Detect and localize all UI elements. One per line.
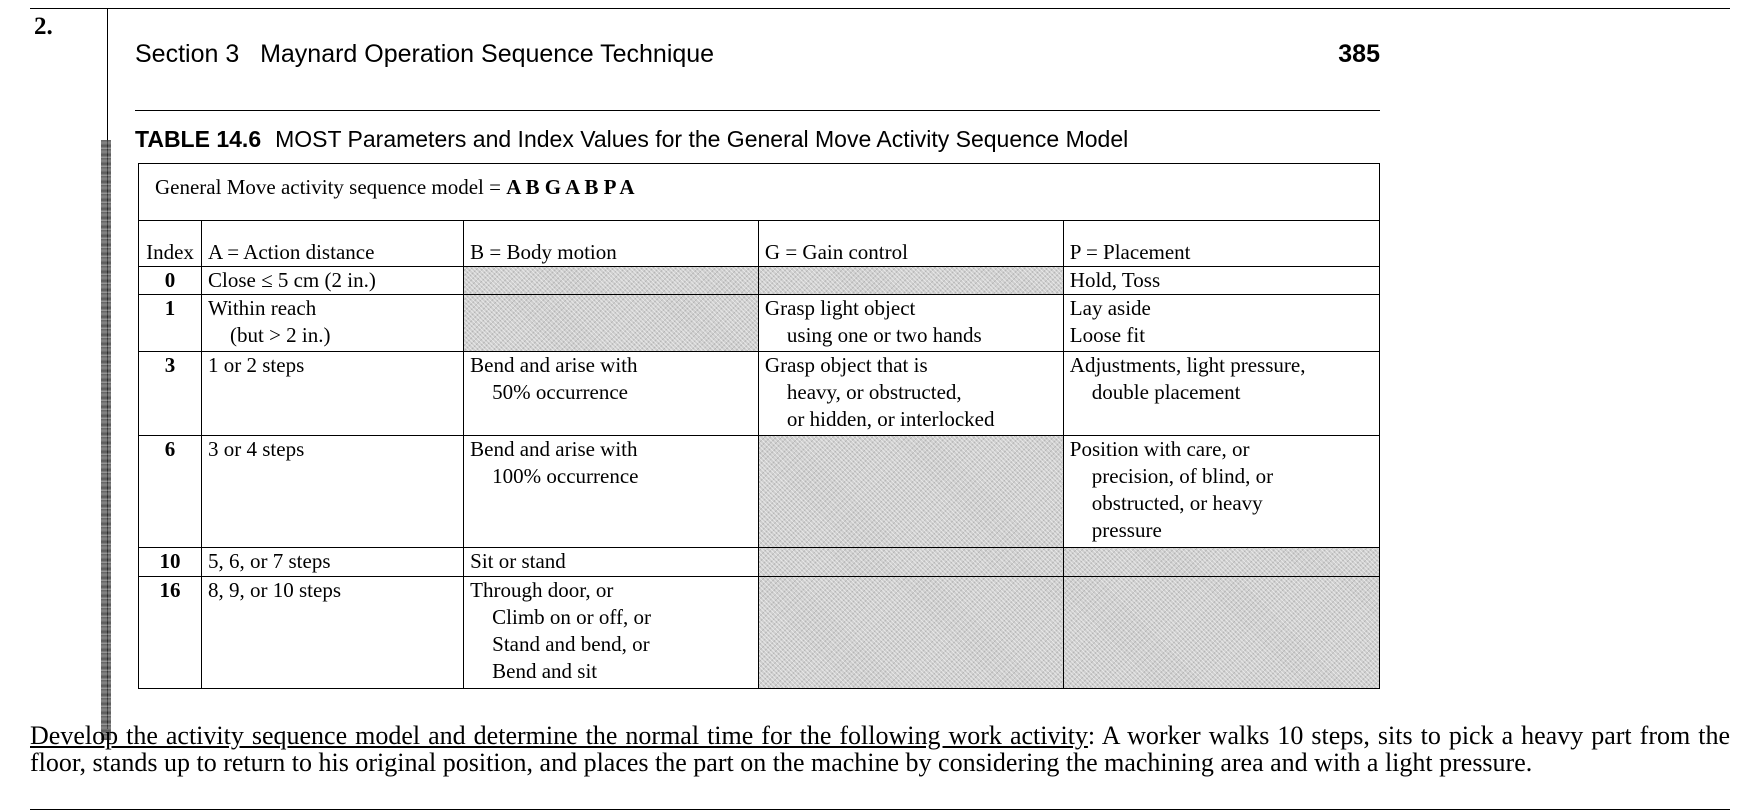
row-index: 10 — [139, 548, 202, 577]
header-body-motion: B = Body motion — [464, 220, 759, 266]
cell-gain-control — [758, 295, 1063, 352]
cell-line: double placement — [1091, 379, 1241, 404]
model-formula: A B G A B P A — [506, 175, 635, 199]
cell-line: Close ≤ 5 cm (2 in.) — [208, 267, 376, 292]
model-prefix: General Move activity sequence model = — [155, 175, 501, 199]
header-rule — [135, 110, 1380, 111]
cell-action-distance — [202, 576, 464, 688]
cell-action-distance — [202, 436, 464, 548]
cell-line: heavy, or obstructed, — [786, 379, 962, 404]
cell-body-motion — [464, 576, 759, 688]
table-row — [139, 351, 1380, 435]
cell-action-distance — [202, 351, 464, 435]
cell-line: 3 or 4 steps — [208, 437, 305, 462]
cell-line: 100% occurrence — [492, 464, 639, 489]
task-instruction: Develop the activity sequence model and determine the normal time for the following work activity — [30, 721, 1088, 750]
cell-line: Hold, Toss — [1069, 267, 1161, 292]
model-row — [139, 164, 1380, 221]
cell-action-distance — [202, 295, 464, 352]
shaded-cell — [464, 295, 759, 352]
top-rule — [30, 8, 1730, 9]
section-title: Section 3 Maynard Operation Sequence Technique — [135, 40, 715, 68]
cell-line: or hidden, or interlocked — [786, 406, 995, 431]
shaded-cell — [758, 548, 1063, 577]
row-index: 6 — [139, 436, 202, 548]
header-action-distance: A = Action distance — [202, 220, 464, 266]
header-index: Index — [139, 220, 202, 266]
header-placement: P = Placement — [1063, 220, 1379, 266]
cell-line: 8, 9, or 10 steps — [208, 577, 341, 602]
cell-line: Bend and arise with — [470, 437, 638, 462]
table-row — [139, 548, 1380, 577]
row-index: 16 — [139, 576, 202, 688]
header-gain-control: G = Gain control — [758, 220, 1063, 266]
cell-line: Through door, or — [470, 577, 614, 602]
cell-line: obstructed, or heavy — [1091, 491, 1263, 516]
table-title: MOST Parameters and Index Values for the General Move Activity Sequence Model — [275, 126, 1129, 152]
cell-action-distance — [202, 266, 464, 295]
cell-body-motion — [464, 436, 759, 548]
shaded-cell — [758, 266, 1063, 295]
cell-line: using one or two hands — [786, 323, 982, 348]
task-body: : A worker walks 10 steps, sits to pick a heavy part from the floor, stands up to return to his original position, and places the part on the machine by considering the machining area and with a light pressure. — [30, 721, 1730, 777]
cell-line: 1 or 2 steps — [208, 352, 305, 377]
model-cell — [139, 164, 1380, 221]
cell-line: precision, of blind, or — [1091, 464, 1274, 489]
page-number: 385 — [1338, 40, 1380, 68]
shaded-cell — [1063, 548, 1379, 577]
cell-placement — [1063, 351, 1379, 435]
cell-line: Adjustments, light pressure, — [1069, 352, 1306, 377]
question-number: 2. — [34, 13, 53, 40]
scan-binding-edge — [101, 140, 111, 740]
cell-line: Bend and arise with — [470, 352, 638, 377]
cell-line: Sit or stand — [470, 549, 566, 574]
cell-line: Lay aside — [1069, 296, 1151, 321]
table-row — [139, 576, 1380, 688]
table-row — [139, 295, 1380, 352]
table-caption — [135, 126, 1128, 153]
shaded-cell — [464, 266, 759, 295]
cell-line: Stand and bend, or — [492, 631, 650, 656]
cell-placement — [1063, 436, 1379, 548]
bottom-rule — [30, 809, 1730, 810]
task-description — [30, 722, 1730, 776]
cell-line: pressure — [1091, 518, 1162, 543]
table-label: TABLE 14.6 — [135, 126, 262, 152]
row-index: 0 — [139, 266, 202, 295]
cell-line: (but > 2 in.) — [230, 323, 331, 348]
cell-body-motion — [464, 351, 759, 435]
row-index: 1 — [139, 295, 202, 352]
shaded-cell — [758, 436, 1063, 548]
header-row — [139, 220, 1380, 266]
cell-body-motion — [464, 548, 759, 577]
cell-line: Within reach — [208, 296, 317, 321]
book-page-header — [135, 40, 1380, 69]
cell-line: Position with care, or — [1069, 437, 1250, 462]
cell-line: Grasp light object — [764, 296, 916, 321]
cell-gain-control — [758, 351, 1063, 435]
cell-action-distance — [202, 548, 464, 577]
cell-placement — [1063, 266, 1379, 295]
cell-line: Grasp object that is — [764, 352, 928, 377]
table-row — [139, 266, 1380, 295]
table-row — [139, 436, 1380, 548]
cell-line: Loose fit — [1069, 323, 1146, 348]
most-parameters-table — [138, 163, 1380, 689]
shaded-cell — [1063, 576, 1379, 688]
cell-placement — [1063, 295, 1379, 352]
shaded-cell — [758, 576, 1063, 688]
cell-line: 5, 6, or 7 steps — [208, 549, 331, 574]
cell-line: Climb on or off, or — [492, 604, 651, 629]
cell-line: 50% occurrence — [492, 379, 628, 404]
cell-line: Bend and sit — [492, 658, 598, 683]
row-index: 3 — [139, 351, 202, 435]
